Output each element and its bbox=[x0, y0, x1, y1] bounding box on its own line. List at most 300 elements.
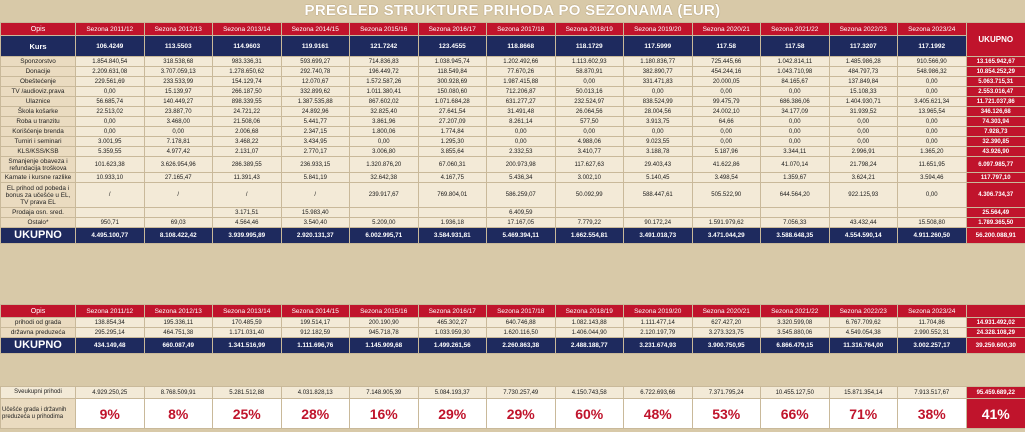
table-cell: 3.320.599,08 bbox=[761, 318, 830, 328]
table-cell bbox=[555, 208, 624, 218]
table-cell: 69,03 bbox=[144, 218, 213, 228]
table-cell: 1.406.044,90 bbox=[555, 328, 624, 338]
subtotal-cell: 1.499.261,56 bbox=[418, 338, 487, 354]
table-cell: 32.642,38 bbox=[350, 173, 419, 183]
share-percent-cell: 9% bbox=[76, 399, 145, 429]
table-cell: 3.861,96 bbox=[350, 117, 419, 127]
season-header-cell: Sezona 2012/13 bbox=[144, 23, 213, 36]
row-total-cell: 11.721.037,86 bbox=[966, 97, 1025, 107]
table-cell: 7.779,22 bbox=[555, 218, 624, 228]
overall-revenue-cell: 7.148.905,39 bbox=[350, 387, 419, 399]
table-cell: 90.172,24 bbox=[624, 218, 693, 228]
table-cell: 4.167,75 bbox=[418, 173, 487, 183]
grand-total-row bbox=[1, 228, 1025, 244]
grand-total-cell: 6.002.995,71 bbox=[350, 228, 419, 244]
season-header-cell: Sezona 2017/18 bbox=[487, 23, 556, 36]
row-label: Roba u tranzitu bbox=[1, 117, 76, 127]
table-cell: 196.449,72 bbox=[350, 67, 419, 77]
table-cell: 3.545.880,06 bbox=[761, 328, 830, 338]
table-cell: 3.468,22 bbox=[213, 137, 282, 147]
table-cell: 0,00 bbox=[692, 87, 761, 97]
grand-total-cell: 3.588.648,35 bbox=[761, 228, 830, 244]
subtotal-cell: 1.341.516,99 bbox=[213, 338, 282, 354]
table-cell: 0,00 bbox=[692, 127, 761, 137]
table-row bbox=[1, 137, 1025, 147]
table-cell: 0,00 bbox=[144, 127, 213, 137]
table-cell: 686.386,06 bbox=[761, 97, 830, 107]
grand-total-cell: 2.920.131,37 bbox=[281, 228, 350, 244]
table-cell: 867.602,02 bbox=[350, 97, 419, 107]
table-cell: 2.770,17 bbox=[281, 147, 350, 157]
exchange-rate-row bbox=[1, 36, 1025, 57]
table-cell: 631.277,27 bbox=[487, 97, 556, 107]
subtotal-cell: 11.316.764,00 bbox=[829, 338, 898, 354]
row-label: Ostalo* bbox=[1, 218, 76, 228]
table-cell: 910.566,90 bbox=[898, 57, 967, 67]
table-cell: 15.139,97 bbox=[144, 87, 213, 97]
total-header-cell bbox=[966, 305, 1025, 318]
season-header-cell: Sezona 2011/12 bbox=[76, 305, 145, 318]
overall-revenue-cell: 7.913.517,67 bbox=[898, 387, 967, 399]
season-header-cell: Sezona 2022/23 bbox=[829, 23, 898, 36]
season-header-cell: Sezona 2011/12 bbox=[76, 23, 145, 36]
overall-revenue-cell: 6.722.693,66 bbox=[624, 387, 693, 399]
table-cell: 22.513,02 bbox=[76, 107, 145, 117]
table-cell: 1.202.492,66 bbox=[487, 57, 556, 67]
season-header-cell: Sezona 2018/19 bbox=[555, 305, 624, 318]
table-cell: 3.624,21 bbox=[829, 173, 898, 183]
subtotal-cell: 6.866.479,15 bbox=[761, 338, 830, 354]
table-cell: 84.165,67 bbox=[761, 77, 830, 87]
row-total-cell: 6.097.985,77 bbox=[966, 157, 1025, 173]
share-percent-cell: 53% bbox=[692, 399, 761, 429]
table-cell bbox=[350, 208, 419, 218]
grand-total-sum-cell: 56.200.088,91 bbox=[966, 228, 1025, 244]
table-cell: 3.468,00 bbox=[144, 117, 213, 127]
table-cell: 484.797,73 bbox=[829, 67, 898, 77]
share-percent-cell: 38% bbox=[898, 399, 967, 429]
table-cell: 950,71 bbox=[76, 218, 145, 228]
table-cell bbox=[418, 208, 487, 218]
table-cell: / bbox=[76, 183, 145, 208]
table-cell: 3.707.059,13 bbox=[144, 67, 213, 77]
table-cell: 150.080,60 bbox=[418, 87, 487, 97]
table-cell: 24.002,10 bbox=[692, 107, 761, 117]
table-cell: 292.740,78 bbox=[281, 67, 350, 77]
row-label: prihodi od grada bbox=[1, 318, 76, 328]
table-cell: 2.131,07 bbox=[213, 147, 282, 157]
table-row bbox=[1, 127, 1025, 137]
row-label: Ulaznice bbox=[1, 97, 76, 107]
table-cell: 286.389,55 bbox=[213, 157, 282, 173]
exchange-rate-cell: 121.7242 bbox=[350, 36, 419, 57]
share-percent-cell: 29% bbox=[418, 399, 487, 429]
table-cell: 11.391,43 bbox=[213, 173, 282, 183]
table-cell: 7.056,33 bbox=[761, 218, 830, 228]
overall-revenue-cell: 10.455.127,50 bbox=[761, 387, 830, 399]
table-cell bbox=[76, 208, 145, 218]
table-cell: 3.002,10 bbox=[555, 173, 624, 183]
table-cell: 5.441,77 bbox=[281, 117, 350, 127]
table-cell: 640.746,88 bbox=[487, 318, 556, 328]
season-header-cell: Sezona 2023/24 bbox=[898, 23, 967, 36]
overall-revenue-row bbox=[1, 387, 1025, 399]
table-cell: 67.060,31 bbox=[418, 157, 487, 173]
table-cell: 117.627,63 bbox=[555, 157, 624, 173]
table-cell: 0,00 bbox=[487, 127, 556, 137]
table-cell: 20.000,05 bbox=[692, 77, 761, 87]
season-header-cell: Sezona 2013/14 bbox=[213, 305, 282, 318]
table-cell: 154.129,74 bbox=[213, 77, 282, 87]
table-cell: 266.187,50 bbox=[213, 87, 282, 97]
table-cell: 1.278.650,62 bbox=[213, 67, 282, 77]
share-percent-cell: 66% bbox=[761, 399, 830, 429]
table-cell: 0,00 bbox=[829, 137, 898, 147]
season-header-cell: Sezona 2021/22 bbox=[761, 305, 830, 318]
table-cell: 15.108,33 bbox=[829, 87, 898, 97]
row-total-cell: 74.303,94 bbox=[966, 117, 1025, 127]
table-cell: 233.533,99 bbox=[144, 77, 213, 87]
subtotal-cell: 1.145.909,68 bbox=[350, 338, 419, 354]
table-cell: 11.704,86 bbox=[898, 318, 967, 328]
table-cell: 8.261,14 bbox=[487, 117, 556, 127]
table-cell: 0,00 bbox=[692, 137, 761, 147]
table-cell: 3.273.323,75 bbox=[692, 328, 761, 338]
table-cell: 0,00 bbox=[350, 137, 419, 147]
grand-total-cell: 3.584.931,81 bbox=[418, 228, 487, 244]
table-cell bbox=[144, 208, 213, 218]
share-percent-cell: 60% bbox=[555, 399, 624, 429]
table-cell: 1.774,84 bbox=[418, 127, 487, 137]
table-cell: 3.188,78 bbox=[624, 147, 693, 157]
table-cell: / bbox=[281, 183, 350, 208]
row-total-cell: 7.928,73 bbox=[966, 127, 1025, 137]
row-label: Sponzorstvo bbox=[1, 57, 76, 67]
table-cell: 200.973,98 bbox=[487, 157, 556, 173]
share-percent-cell: 25% bbox=[213, 399, 282, 429]
table-cell: 3.626.954,96 bbox=[144, 157, 213, 173]
table-cell: 64,66 bbox=[692, 117, 761, 127]
table-cell: 41.622,86 bbox=[692, 157, 761, 173]
table-cell: 140.449,27 bbox=[144, 97, 213, 107]
table-cell: 0,00 bbox=[76, 87, 145, 97]
table-cell: 577,50 bbox=[555, 117, 624, 127]
table-cell: 300.928,69 bbox=[418, 77, 487, 87]
table-cell: 0,00 bbox=[761, 117, 830, 127]
overall-revenue-cell: 7.730.257,49 bbox=[487, 387, 556, 399]
table-cell: 1.387.535,88 bbox=[281, 97, 350, 107]
row-total-cell: 43.926,90 bbox=[966, 147, 1025, 157]
table-cell: / bbox=[144, 183, 213, 208]
table-row bbox=[1, 77, 1025, 87]
season-header-cell: Sezona 2018/19 bbox=[555, 23, 624, 36]
table-cell: 0,00 bbox=[761, 127, 830, 137]
table-cell: 2.347,15 bbox=[281, 127, 350, 137]
table-cell: 5.436,34 bbox=[487, 173, 556, 183]
table-cell: 1.987.415,88 bbox=[487, 77, 556, 87]
share-percent-cell: 16% bbox=[350, 399, 419, 429]
table-cell: 1.620.116,50 bbox=[487, 328, 556, 338]
table-cell: 5.140,45 bbox=[624, 173, 693, 183]
overall-revenue-cell: 15.871.354,14 bbox=[829, 387, 898, 399]
table-cell bbox=[692, 208, 761, 218]
table-cell: 200.190,90 bbox=[350, 318, 419, 328]
row-label: Turniri i seminari bbox=[1, 137, 76, 147]
exchange-rate-cell: 113.5503 bbox=[144, 36, 213, 57]
table-cell: 1.113.602,93 bbox=[555, 57, 624, 67]
row-total-cell: 10.854.252,29 bbox=[966, 67, 1025, 77]
table-cell: 1.082.143,88 bbox=[555, 318, 624, 328]
total-header-cell: UKUPNO bbox=[966, 23, 1025, 57]
revenue-structure-table bbox=[0, 22, 1025, 244]
table-cell: 101.623,38 bbox=[76, 157, 145, 173]
table-row bbox=[1, 208, 1025, 218]
share-percent-cell: 28% bbox=[281, 399, 350, 429]
report-title: PREGLED STRUKTURE PRIHODA PO SEZONAMA (EUR) bbox=[0, 0, 1025, 22]
table-cell: 232.524,97 bbox=[555, 97, 624, 107]
table-cell: 838.524,99 bbox=[624, 97, 693, 107]
table-cell: 17.167,05 bbox=[487, 218, 556, 228]
table-cell: 5.187,96 bbox=[692, 147, 761, 157]
exchange-rate-cell: 114.9603 bbox=[213, 36, 282, 57]
row-total-cell: 5.063.715,31 bbox=[966, 77, 1025, 87]
table-cell: 0,00 bbox=[829, 117, 898, 127]
table-cell: 0,00 bbox=[76, 117, 145, 127]
season-header-cell: Sezona 2014/15 bbox=[281, 23, 350, 36]
table-cell: 3.410,77 bbox=[555, 147, 624, 157]
table-cell: 0,00 bbox=[761, 87, 830, 97]
table-cell: 769.804,01 bbox=[418, 183, 487, 208]
row-total-cell: 14.931.492,02 bbox=[966, 318, 1025, 328]
share-percent-total: 41% bbox=[966, 399, 1025, 429]
exchange-rate-cell: 118.8668 bbox=[487, 36, 556, 57]
season-header-cell: Sezona 2017/18 bbox=[487, 305, 556, 318]
table-row bbox=[1, 218, 1025, 228]
table-cell: 24.721,22 bbox=[213, 107, 282, 117]
table-cell: 15.983,40 bbox=[281, 208, 350, 218]
share-percent-cell: 48% bbox=[624, 399, 693, 429]
table-cell: 2.006,68 bbox=[213, 127, 282, 137]
table-cell: 0,00 bbox=[898, 127, 967, 137]
overall-revenue-cell: 4.929.250,25 bbox=[76, 387, 145, 399]
table-cell: 714.836,83 bbox=[350, 57, 419, 67]
table-row bbox=[1, 87, 1025, 97]
table-cell: 13.965,54 bbox=[898, 107, 967, 117]
table-cell: 195.336,11 bbox=[144, 318, 213, 328]
table-cell: 588.447,61 bbox=[624, 183, 693, 208]
table-cell: 1.404.930,71 bbox=[829, 97, 898, 107]
table-cell: 229.561,69 bbox=[76, 77, 145, 87]
season-header-cell: Sezona 2021/22 bbox=[761, 23, 830, 36]
subtotal-cell: 434.149,48 bbox=[76, 338, 145, 354]
exchange-rate-cell: 117.1992 bbox=[898, 36, 967, 57]
overall-revenue-cell: 5.084.193,37 bbox=[418, 387, 487, 399]
subtotal-cell: 2.260.863,38 bbox=[487, 338, 556, 354]
table-cell: 56.685,74 bbox=[76, 97, 145, 107]
table-cell: 4.988,06 bbox=[555, 137, 624, 147]
section-gap bbox=[0, 274, 1025, 304]
table-row bbox=[1, 57, 1025, 67]
table-row bbox=[1, 318, 1025, 328]
exchange-rate-cell: 123.4555 bbox=[418, 36, 487, 57]
subtotal-sum-cell: 39.259.600,30 bbox=[966, 338, 1025, 354]
table-cell: 24.892,96 bbox=[281, 107, 350, 117]
table-cell: 28.004,56 bbox=[624, 107, 693, 117]
table-cell: 11.651,95 bbox=[898, 157, 967, 173]
exchange-rate-cell: 106.4249 bbox=[76, 36, 145, 57]
table-cell: 2.209.631,08 bbox=[76, 67, 145, 77]
table-cell: 31.491,48 bbox=[487, 107, 556, 117]
subtotal-cell: 2.488.188,77 bbox=[555, 338, 624, 354]
table-cell: 0,00 bbox=[555, 127, 624, 137]
table-cell: 3.171,51 bbox=[213, 208, 282, 218]
table-cell: 6.767.709,62 bbox=[829, 318, 898, 328]
grand-total-cell: 4.554.590,14 bbox=[829, 228, 898, 244]
table-row bbox=[1, 107, 1025, 117]
table-cell: 5.359,55 bbox=[76, 147, 145, 157]
table-cell: 4.549.054,38 bbox=[829, 328, 898, 338]
table-cell: 0,00 bbox=[898, 137, 967, 147]
table-cell: 41.070,14 bbox=[761, 157, 830, 173]
table-cell: 912.182,59 bbox=[281, 328, 350, 338]
share-percent-cell: 8% bbox=[144, 399, 213, 429]
table-cell bbox=[624, 208, 693, 218]
table-cell bbox=[898, 208, 967, 218]
subtotal-row bbox=[1, 338, 1025, 354]
table-cell: 586.259,07 bbox=[487, 183, 556, 208]
table-cell: 1.591.979,62 bbox=[692, 218, 761, 228]
table-cell: 0,00 bbox=[761, 137, 830, 147]
table-cell: 5.841,19 bbox=[281, 173, 350, 183]
table-cell: 2.332,53 bbox=[487, 147, 556, 157]
city-state-revenue-table bbox=[0, 304, 1025, 354]
row-total-cell: 24.328.108,29 bbox=[966, 328, 1025, 338]
subtotal-cell: 3.900.750,95 bbox=[692, 338, 761, 354]
table-cell: 2.120.197,79 bbox=[624, 328, 693, 338]
overall-revenue-cell: 4.031.828,13 bbox=[281, 387, 350, 399]
table-cell: 0,00 bbox=[898, 117, 967, 127]
table-cell: 644.564,20 bbox=[761, 183, 830, 208]
table-cell: 3.594,46 bbox=[898, 173, 967, 183]
grand-total-cell: 3.491.018,73 bbox=[624, 228, 693, 244]
table-row bbox=[1, 183, 1025, 208]
row-total-cell: 346.126,68 bbox=[966, 107, 1025, 117]
table-cell: 318.538,68 bbox=[144, 57, 213, 67]
row-total-cell: 2.553.016,47 bbox=[966, 87, 1025, 97]
subtotal-cell: 1.111.696,76 bbox=[281, 338, 350, 354]
table-cell: 1.320.876,20 bbox=[350, 157, 419, 173]
row-label: državna preduzeća bbox=[1, 328, 76, 338]
table-cell: 50.013,16 bbox=[555, 87, 624, 97]
table-cell: 27.641,54 bbox=[418, 107, 487, 117]
table-cell: 332.899,62 bbox=[281, 87, 350, 97]
row-label: KLS/KSS/KSB bbox=[1, 147, 76, 157]
table-cell: 3.855,64 bbox=[418, 147, 487, 157]
exchange-rate-cell: 118.1729 bbox=[555, 36, 624, 57]
table-row bbox=[1, 147, 1025, 157]
row-total-cell: 25.564,49 bbox=[966, 208, 1025, 218]
subtotal-cell: 3.231.674,93 bbox=[624, 338, 693, 354]
table-cell: 3.006,80 bbox=[350, 147, 419, 157]
table-cell: 1.485.986,28 bbox=[829, 57, 898, 67]
table-cell: 138.854,34 bbox=[76, 318, 145, 328]
table-cell: 0,00 bbox=[555, 77, 624, 87]
row-label: Donacije bbox=[1, 67, 76, 77]
season-header-cell: Sezona 2014/15 bbox=[281, 305, 350, 318]
overall-revenue-cell: 4.150.743,58 bbox=[555, 387, 624, 399]
grand-total-cell: 3.471.044,29 bbox=[692, 228, 761, 244]
table-cell: 922.125,93 bbox=[829, 183, 898, 208]
table-cell: 199.514,17 bbox=[281, 318, 350, 328]
header-row bbox=[1, 23, 1025, 36]
table-cell: 7.178,81 bbox=[144, 137, 213, 147]
row-label: Prodaja osn. sred. bbox=[1, 208, 76, 218]
row-label: TV /audioviz.prava bbox=[1, 87, 76, 97]
table-cell: 99.475,79 bbox=[692, 97, 761, 107]
table-cell: 3.913,75 bbox=[624, 117, 693, 127]
table-cell: 27.165,47 bbox=[144, 173, 213, 183]
overall-revenue-cell: 5.281.512,88 bbox=[213, 387, 282, 399]
season-header-cell: Sezona 2023/24 bbox=[898, 305, 967, 318]
table-cell: 6.409,59 bbox=[487, 208, 556, 218]
exchange-rate-cell: 117.5999 bbox=[624, 36, 693, 57]
header-label-cell: Opis bbox=[1, 23, 76, 36]
table-row bbox=[1, 157, 1025, 173]
table-cell: 5.209,00 bbox=[350, 218, 419, 228]
table-cell: 3.344,11 bbox=[761, 147, 830, 157]
table-cell: 1.111.477,14 bbox=[624, 318, 693, 328]
row-total-cell: 4.306.734,37 bbox=[966, 183, 1025, 208]
table-cell: 295.295,14 bbox=[76, 328, 145, 338]
season-header-cell: Sezona 2019/20 bbox=[624, 305, 693, 318]
share-summary-table bbox=[0, 386, 1025, 429]
row-total-cell: 32.390,85 bbox=[966, 137, 1025, 147]
table-cell: 0,00 bbox=[487, 137, 556, 147]
table-cell: 464.751,38 bbox=[144, 328, 213, 338]
table-cell: 983.336,31 bbox=[213, 57, 282, 67]
season-header-cell: Sezona 2020/21 bbox=[692, 305, 761, 318]
table-cell: 23.887,70 bbox=[144, 107, 213, 117]
subtotal-label: UKUPNO bbox=[1, 338, 76, 354]
season-header-cell: Sezona 2016/17 bbox=[418, 305, 487, 318]
header-row bbox=[1, 305, 1025, 318]
grand-total-cell: 8.108.422,42 bbox=[144, 228, 213, 244]
table-cell: 382.890,77 bbox=[624, 67, 693, 77]
table-cell: 4.564,46 bbox=[213, 218, 282, 228]
table-cell: 50.092,99 bbox=[555, 183, 624, 208]
row-label: Smanjenje obaveza i refundacija troškova bbox=[1, 157, 76, 173]
table-cell: 1.365,20 bbox=[898, 147, 967, 157]
grand-total-cell: 3.939.995,89 bbox=[213, 228, 282, 244]
table-cell: 331.471,83 bbox=[624, 77, 693, 87]
table-cell: 0,00 bbox=[898, 183, 967, 208]
grand-total-label: UKUPNO bbox=[1, 228, 76, 244]
row-total-cell: 1.789.365,50 bbox=[966, 218, 1025, 228]
table-cell: 0,00 bbox=[898, 87, 967, 97]
table-cell: 34.177,09 bbox=[761, 107, 830, 117]
overall-revenue-cell: 8.768.509,91 bbox=[144, 387, 213, 399]
table-cell: 9.023,55 bbox=[624, 137, 693, 147]
share-percent-cell: 71% bbox=[829, 399, 898, 429]
table-cell: 1.071.684,28 bbox=[418, 97, 487, 107]
exchange-rate-cell: 117.3207 bbox=[829, 36, 898, 57]
table-cell: 77.670,26 bbox=[487, 67, 556, 77]
table-cell: 118.549,84 bbox=[418, 67, 487, 77]
table-cell: 236.933,15 bbox=[281, 157, 350, 173]
table-cell: 21.508,06 bbox=[213, 117, 282, 127]
table-cell: 3.434,95 bbox=[281, 137, 350, 147]
table-cell: 0,00 bbox=[76, 127, 145, 137]
